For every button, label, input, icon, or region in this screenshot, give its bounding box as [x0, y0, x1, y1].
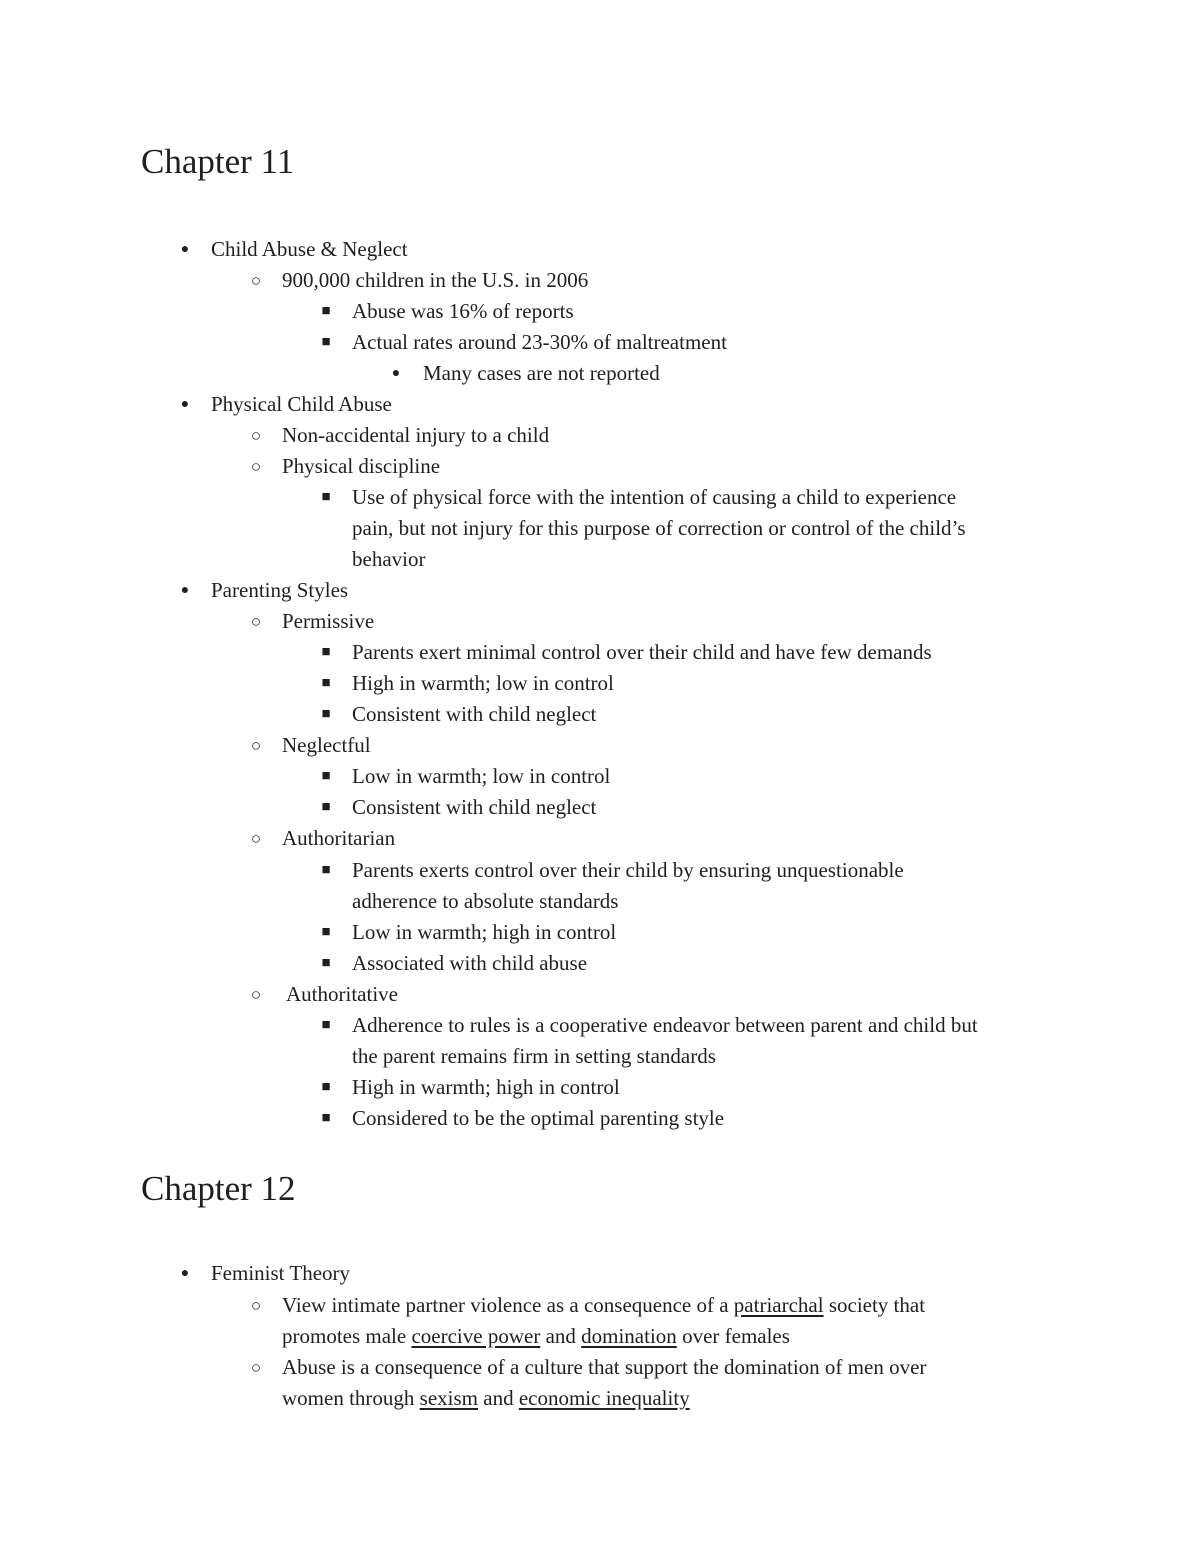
bullet-dot-icon: ●: [180, 397, 190, 412]
list-item: Considered to be the optimal parenting style: [352, 1106, 725, 1130]
list-item: Parents exert minimal control over their child and have few demands: [352, 640, 932, 664]
bullet-ring-icon: ○: [250, 612, 262, 631]
list-item: Neglectful: [282, 733, 371, 757]
bullet-dot-icon: ●: [180, 1266, 190, 1281]
list-item: Adherence to rules is a cooperative endeavor between parent and child but: [352, 1013, 978, 1037]
bullet-square-icon: ■: [321, 334, 331, 350]
bullet-ring-icon: ○: [250, 426, 262, 445]
bullet-ring-icon: ○: [250, 271, 262, 290]
text-run: View intimate partner violence as a consequence of a: [282, 1293, 734, 1317]
bullet-square-icon: ■: [321, 955, 331, 971]
list-item: Non-accidental injury to a child: [282, 423, 550, 447]
list-item: Abuse is a consequence of a culture that support the domination of men over: [282, 1355, 927, 1379]
list-item: Low in warmth; low in control: [352, 764, 611, 788]
bullet-square-icon: ■: [321, 1079, 331, 1095]
bullet-square-icon: ■: [321, 303, 331, 319]
list-item: Consistent with child neglect: [352, 795, 597, 819]
underlined-term: economic inequality: [518, 1386, 690, 1410]
list-item: Physical discipline: [282, 454, 441, 478]
text-run: over females: [676, 1324, 790, 1348]
bullet-square-icon: ■: [321, 706, 331, 722]
bullet-ring-icon: ○: [250, 1296, 262, 1315]
text-run: and: [540, 1324, 582, 1348]
list-item: Actual rates around 23-30% of maltreatment: [352, 330, 727, 354]
list-item: Many cases are not reported: [423, 361, 660, 385]
bullet-ring-icon: ○: [250, 736, 262, 755]
list-item: Parents exerts control over their child by ensuring unquestionable: [352, 858, 904, 882]
chapter-12-title: Chapter 12: [141, 1169, 296, 1208]
list-item: High in warmth; low in control: [352, 671, 614, 695]
bullet-dot-icon: ●: [180, 242, 190, 257]
bullet-square-icon: ■: [321, 768, 331, 784]
bullet-ring-icon: ○: [250, 829, 262, 848]
list-item: Consistent with child neglect: [352, 702, 597, 726]
bullet-ring-icon: ○: [250, 985, 262, 1004]
list-item-continuation: [282, 1383, 690, 1414]
list-item: Child Abuse & Neglect: [211, 237, 408, 261]
list-item: Authoritarian: [282, 826, 396, 850]
list-item: Abuse was 16% of reports: [352, 299, 574, 323]
list-item: Low in warmth; high in control: [352, 920, 617, 944]
bullet-square-icon: ■: [321, 644, 331, 660]
bullet-square-icon: ■: [321, 862, 331, 878]
list-item: Physical Child Abuse: [211, 392, 392, 416]
bullet-dot-icon: ●: [180, 583, 190, 598]
text-run: women through: [282, 1386, 420, 1410]
bullet-dot-icon: ●: [391, 366, 401, 381]
underlined-term: patriarchal: [733, 1293, 824, 1317]
bullet-square-icon: ■: [321, 1017, 331, 1033]
underlined-term: sexism: [419, 1386, 478, 1410]
list-item: Use of physical force with the intention of causing a child to experience: [352, 485, 957, 509]
bullet-ring-icon: ○: [250, 1358, 262, 1377]
list-item: 900,000 children in the U.S. in 2006: [282, 268, 589, 292]
bullet-ring-icon: ○: [250, 457, 262, 476]
text-run: and: [478, 1386, 519, 1410]
underlined-term: domination: [581, 1324, 677, 1348]
list-item: Associated with child abuse: [352, 951, 588, 975]
list-item: Permissive: [282, 609, 375, 633]
bullet-square-icon: ■: [321, 799, 331, 815]
list-item-continuation: the parent remains firm in setting standards: [352, 1044, 716, 1068]
list-item: High in warmth; high in control: [352, 1075, 620, 1099]
text-run: promotes male: [282, 1324, 412, 1348]
bullet-square-icon: ■: [321, 924, 331, 940]
list-item: Parenting Styles: [211, 578, 349, 602]
list-item-continuation: behavior: [352, 547, 426, 571]
list-item-continuation: pain, but not injury for this purpose of correction or control of the child’s: [352, 516, 966, 540]
list-item: Authoritative: [286, 982, 398, 1006]
list-item: Feminist Theory: [211, 1261, 351, 1285]
list-item-continuation: adherence to absolute standards: [352, 889, 619, 913]
list-item-continuation: [282, 1321, 790, 1352]
bullet-square-icon: ■: [321, 675, 331, 691]
bullet-square-icon: ■: [321, 1110, 331, 1126]
chapter-11-title: Chapter 11: [141, 142, 295, 181]
underlined-term: coercive power: [411, 1324, 541, 1348]
bullet-square-icon: ■: [321, 489, 331, 505]
list-item: [282, 1290, 925, 1321]
text-run: society that: [823, 1293, 926, 1317]
